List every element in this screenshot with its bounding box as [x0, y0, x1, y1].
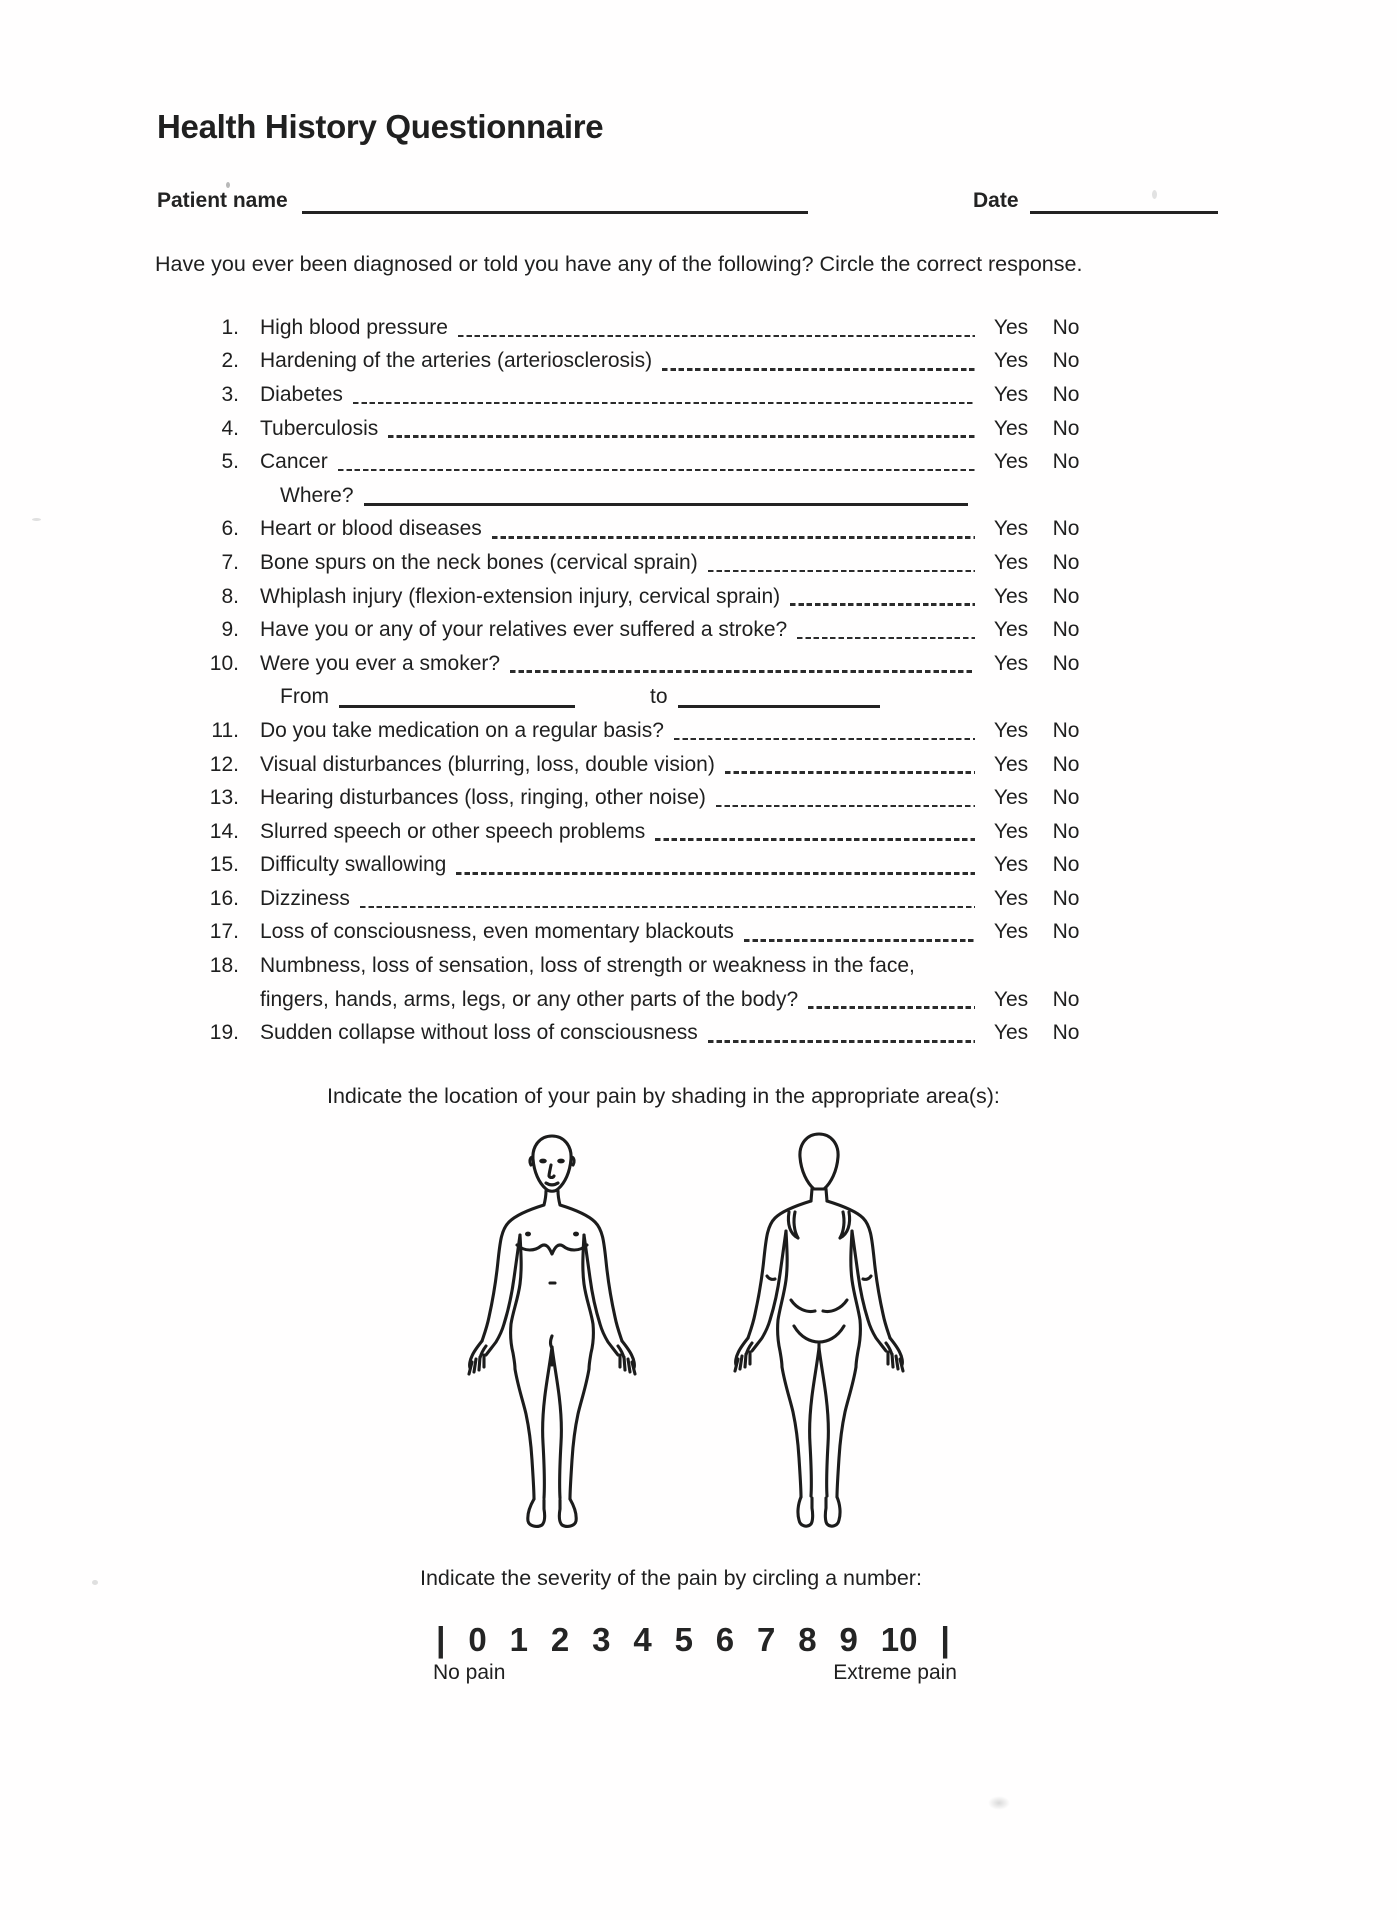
question-number: 15.: [209, 853, 239, 877]
question-number: 12.: [209, 752, 239, 776]
question-row: [205, 714, 1093, 748]
yes-option[interactable]: Yes: [993, 315, 1029, 339]
yes-option[interactable]: Yes: [993, 382, 1029, 406]
question-number: 4.: [221, 416, 239, 440]
no-option[interactable]: No: [1052, 886, 1080, 910]
no-option[interactable]: No: [1052, 651, 1080, 675]
pain-level-5[interactable]: 5: [674, 1621, 693, 1658]
patient-name-label: Patient name: [157, 189, 288, 212]
dotted-leader: [360, 906, 975, 909]
question-row: [205, 345, 1093, 379]
from-input-line[interactable]: [339, 705, 575, 708]
dotted-leader: [808, 1006, 975, 1009]
question-list: [205, 311, 1093, 1050]
question-row: [205, 748, 1093, 782]
question-text: High blood pressure: [260, 315, 448, 339]
question-number: 17.: [209, 920, 239, 944]
scale-end-bar: |: [940, 1620, 950, 1659]
pain-level-0[interactable]: 0: [468, 1621, 487, 1658]
question-row: [205, 781, 1093, 815]
question-number: 18.: [209, 954, 239, 978]
question-text: Hardening of the arteries (arteriosclerosis): [260, 349, 653, 373]
scale-end-bar: |: [436, 1620, 446, 1659]
to-label: to: [650, 685, 668, 709]
pain-level-10[interactable]: 10: [880, 1621, 918, 1658]
yes-option[interactable]: Yes: [993, 853, 1029, 877]
date-label: Date: [973, 189, 1019, 212]
yes-option[interactable]: Yes: [993, 786, 1029, 810]
dotted-leader: [458, 335, 975, 338]
yes-option[interactable]: Yes: [993, 651, 1029, 675]
no-option[interactable]: No: [1052, 987, 1080, 1011]
yes-option[interactable]: Yes: [993, 584, 1029, 608]
no-option[interactable]: No: [1052, 584, 1080, 608]
pain-location-instruction: Indicate the location of your pain by shading in the appropriate area(s):: [327, 1084, 1000, 1108]
no-option[interactable]: No: [1052, 920, 1080, 944]
question-row: [205, 513, 1093, 547]
body-diagram-front-icon[interactable]: [466, 1131, 638, 1537]
question-text: Loss of consciousness, even momentary blackouts: [260, 920, 734, 944]
question-text: Numbness, loss of sensation, loss of strength or weakness in the face,: [260, 954, 915, 978]
yes-option[interactable]: Yes: [993, 920, 1029, 944]
dotted-leader: [353, 402, 975, 405]
question-text: Bone spurs on the neck bones (cervical sprain): [260, 550, 698, 574]
dotted-leader: [674, 738, 975, 741]
dotted-leader: [708, 570, 975, 573]
no-option[interactable]: No: [1052, 786, 1080, 810]
no-option[interactable]: No: [1052, 349, 1080, 373]
question-number: 7.: [221, 550, 239, 574]
page-title: Health History Questionnaire: [157, 108, 604, 145]
question-row: [205, 916, 1093, 950]
question-number: 13.: [209, 786, 239, 810]
question-number: 19.: [209, 1021, 239, 1045]
question-text: Have you or any of your relatives ever suffered a stroke?: [260, 618, 788, 642]
yes-option[interactable]: Yes: [993, 1021, 1029, 1045]
question-text: Sudden collapse without loss of consciousness: [260, 1021, 698, 1045]
pain-level-4[interactable]: 4: [633, 1621, 652, 1658]
question-row: [205, 882, 1093, 916]
scan-smudge: [988, 1796, 1010, 1810]
question-text: Heart or blood diseases: [260, 517, 482, 541]
question-row: [205, 412, 1093, 446]
question-text: Were you ever a smoker?: [260, 651, 501, 675]
question-number: 14.: [209, 819, 239, 843]
question-number: 2.: [221, 349, 239, 373]
question-number: 5.: [221, 450, 239, 474]
pain-level-9[interactable]: 9: [839, 1621, 858, 1658]
dotted-leader: [338, 469, 975, 472]
pain-level-8[interactable]: 8: [798, 1621, 817, 1658]
body-diagram-back-icon[interactable]: [731, 1130, 907, 1542]
question-number: 1.: [221, 315, 239, 339]
question-number: 3.: [221, 382, 239, 406]
yes-option[interactable]: Yes: [993, 517, 1029, 541]
no-option[interactable]: No: [1052, 382, 1080, 406]
yes-option[interactable]: Yes: [993, 416, 1029, 440]
dotted-leader: [744, 939, 975, 942]
no-option[interactable]: No: [1052, 819, 1080, 843]
no-option[interactable]: No: [1052, 315, 1080, 339]
pain-level-3[interactable]: 3: [592, 1621, 611, 1658]
yes-option[interactable]: Yes: [993, 718, 1029, 742]
question-row: [205, 378, 1093, 412]
question-row: [205, 546, 1093, 580]
no-option[interactable]: No: [1052, 450, 1080, 474]
question-row: [205, 949, 1093, 983]
question-text: Visual disturbances (blurring, loss, double vision): [260, 752, 715, 776]
patient-name-input-line[interactable]: [302, 211, 808, 214]
scan-smudge: [32, 518, 41, 521]
where-label: Where?: [280, 483, 354, 507]
question-number: 6.: [221, 517, 239, 541]
pain-level-2[interactable]: 2: [550, 1621, 570, 1658]
pain-severity-instruction: Indicate the severity of the pain by circling a number:: [420, 1566, 922, 1590]
dotted-leader: [510, 670, 975, 673]
question-row: [205, 311, 1093, 345]
dotted-leader: [716, 805, 975, 808]
question-text: Hearing disturbances (loss, ringing, other noise): [260, 786, 706, 810]
dotted-leader: [388, 435, 975, 438]
question-row: [205, 580, 1093, 614]
question-text: Diabetes: [260, 382, 343, 406]
scan-smudge: [1152, 190, 1157, 199]
yes-option[interactable]: Yes: [993, 550, 1029, 574]
yes-option[interactable]: Yes: [993, 987, 1029, 1011]
question-number: 9.: [221, 618, 239, 642]
to-input-line[interactable]: [678, 705, 880, 708]
question-number: 8.: [221, 584, 239, 608]
yes-option[interactable]: Yes: [993, 618, 1029, 642]
no-pain-label: No pain: [433, 1661, 506, 1684]
yes-option[interactable]: Yes: [993, 450, 1029, 474]
date-input-line[interactable]: [1030, 211, 1218, 214]
no-option[interactable]: No: [1052, 718, 1080, 742]
question-text: Difficulty swallowing: [260, 853, 447, 877]
dotted-leader: [725, 771, 975, 774]
question-row: [205, 983, 1093, 1017]
no-option[interactable]: No: [1052, 752, 1080, 776]
question-text: Tuberculosis: [260, 416, 379, 440]
question-text: Slurred speech or other speech problems: [260, 819, 646, 843]
pain-level-6[interactable]: 6: [715, 1621, 735, 1658]
question-number: 11.: [211, 718, 239, 742]
yes-option[interactable]: Yes: [993, 886, 1029, 910]
yes-option[interactable]: Yes: [993, 819, 1029, 843]
where-input-line[interactable]: [364, 503, 968, 506]
no-option[interactable]: No: [1052, 517, 1080, 541]
dotted-leader: [797, 637, 975, 640]
yes-option[interactable]: Yes: [993, 349, 1029, 373]
no-option[interactable]: No: [1052, 853, 1080, 877]
question-number: 10.: [209, 651, 239, 675]
smoker-dates-sub-row: [205, 681, 1093, 715]
question-row: [205, 849, 1093, 883]
no-option[interactable]: No: [1052, 1021, 1080, 1045]
yes-option[interactable]: Yes: [993, 752, 1029, 776]
question-number: 16.: [209, 886, 239, 910]
question-row: [205, 647, 1093, 681]
dotted-leader: [492, 536, 975, 539]
no-option[interactable]: No: [1052, 618, 1080, 642]
question-text: Dizziness: [260, 886, 350, 910]
question-text: fingers, hands, arms, legs, or any other parts of the body?: [260, 987, 799, 1011]
dotted-leader: [655, 838, 975, 841]
question-row: [205, 613, 1093, 647]
pain-level-1[interactable]: 1: [509, 1621, 528, 1658]
intro-instruction: Have you ever been diagnosed or told you have any of the following? Circle the correct response.: [155, 252, 1083, 276]
pain-level-7[interactable]: 7: [757, 1621, 776, 1658]
question-text: Whiplash injury (flexion-extension injury, cervical sprain): [260, 584, 781, 608]
question-row: [205, 815, 1093, 849]
extreme-pain-label: Extreme pain: [833, 1661, 957, 1684]
question-row: [205, 445, 1093, 479]
scan-smudge: [92, 1580, 98, 1585]
question-row: [205, 1016, 1093, 1050]
pain-scale: [436, 1618, 950, 1662]
dotted-leader: [708, 1040, 975, 1043]
scan-smudge: [226, 182, 230, 188]
question-text: Cancer: [260, 450, 328, 474]
where-sub-row: [205, 479, 1093, 513]
dotted-leader: [790, 603, 975, 606]
dotted-leader: [456, 872, 975, 875]
question-text: Do you take medication on a regular basis?: [260, 718, 664, 742]
no-option[interactable]: No: [1052, 550, 1080, 574]
dotted-leader: [662, 368, 975, 371]
from-label: From: [280, 685, 329, 709]
no-option[interactable]: No: [1052, 416, 1080, 440]
